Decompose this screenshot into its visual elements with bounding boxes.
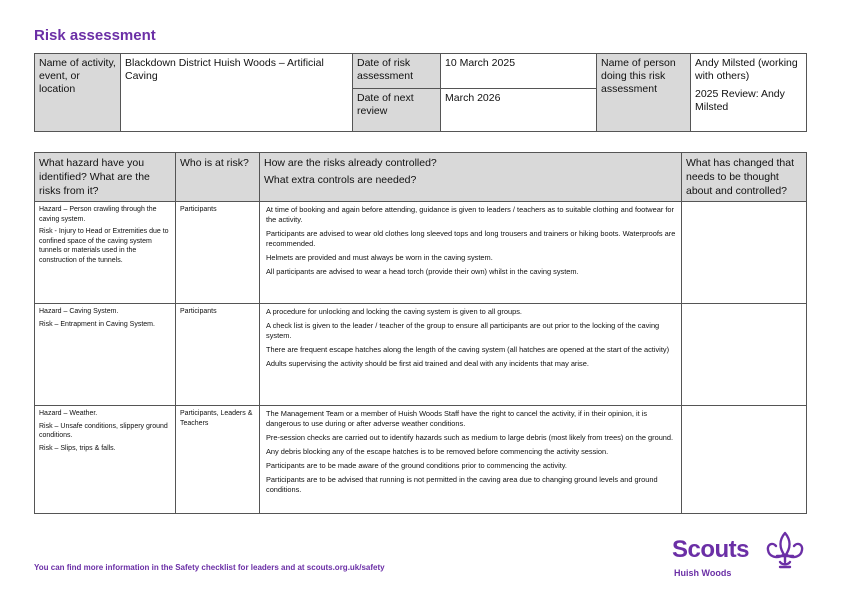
control-item: All participants are advised to wear a head torch (provide their own) whilst in the caving system.	[266, 267, 579, 276]
controls-cell	[260, 202, 682, 304]
hazard-cell	[35, 304, 176, 406]
hazard-text: Hazard – Person crawling through the caving system.	[39, 206, 157, 223]
control-item: There are frequent escape hatches along the length of the caving system (all hatches are opened at the start of the activity)	[266, 345, 670, 354]
changed-cell	[682, 406, 807, 514]
who-cell: Participants	[176, 202, 260, 304]
risk-table	[34, 152, 807, 514]
control-item: At time of booking and again before attending, guidance is given to leaders / teachers as to suitable clothing and footwear for the activity.	[266, 205, 674, 224]
person-label: Name of person doing this risk assessment	[597, 54, 691, 132]
who-cell: Participants, Leaders & Teachers	[176, 406, 260, 514]
risk-table-header	[35, 153, 807, 202]
control-item: A check list is given to the leader / teacher of the group to ensure all participants are out prior to the locking of the caving system.	[266, 321, 660, 340]
date-value: 10 March 2025	[441, 54, 597, 89]
hazard-cell	[35, 406, 176, 514]
logo-word: Scouts	[672, 536, 750, 563]
control-item: Pre-session checks are carried out to identify hazards such as medium to large debris (most likely from trees) on the ground.	[266, 433, 674, 442]
who-cell: Participants	[176, 304, 260, 406]
changed-cell	[682, 304, 807, 406]
header-controls	[260, 153, 682, 202]
risk-text: Risk – Entrapment in Caving System.	[39, 320, 155, 328]
hazard-text: Hazard – Weather.	[39, 410, 98, 417]
footer-text: You can find more information in the Safety checklist for leaders and at scouts.org.uk/safety	[34, 563, 385, 572]
controls-cell	[260, 304, 682, 406]
header-hazard: What hazard have you identified? What are the risks from it?	[35, 153, 176, 202]
header-changed: What has changed that needs to be thought about and controlled?	[682, 153, 807, 202]
changed-cell	[682, 202, 807, 304]
control-item: Adults supervising the activity should be first aid trained and deal with any incidents that may arise.	[266, 359, 589, 368]
header-who: Who is at risk?	[176, 153, 260, 202]
hazard-text: Hazard – Caving System.	[39, 308, 119, 315]
table-row	[35, 304, 807, 406]
control-item: Participants are to be advised that running is not permitted in the caving area due to changing ground levels and ground conditions.	[266, 475, 658, 494]
review-note: 2025 Review: Andy Milsted	[695, 88, 785, 113]
date-label: Date of risk assessment	[353, 54, 441, 89]
table-row	[35, 406, 807, 514]
control-item: Participants are advised to wear old clothes long sleeved tops and long trousers and trainers or hiking boots. Waterproofs are recommended.	[266, 229, 676, 248]
header-controls-line-2: What extra controls are needed?	[264, 174, 417, 186]
control-item: Participants are to be made aware of the ground conditions prior to commencing the activity.	[266, 461, 567, 470]
control-item: The Management Team or a member of Huish Woods Staff have the right to cancel the activity, if in their opinion, it is dangerous to use during or after adverse weather conditions.	[266, 409, 648, 428]
next-review-label: Date of next review	[353, 89, 441, 132]
logo-subtitle: Huish Woods	[674, 568, 732, 578]
risk-text: Risk – Unsafe conditions, slippery ground conditions.	[39, 422, 168, 439]
scouts-logo	[672, 530, 812, 582]
risk-text: Risk - Injury to Head or Extremities due to confined space of the caving system tunnels or materials used in the construction of the tunnels.	[39, 228, 169, 264]
next-review-value: March 2026	[441, 89, 597, 132]
assessment-info-table	[34, 53, 807, 132]
controls-cell	[260, 406, 682, 514]
table-row	[35, 202, 807, 304]
page-title: Risk assessment	[34, 27, 156, 44]
activity-label: Name of activity, event, or location	[35, 54, 121, 132]
person-cell	[691, 54, 807, 132]
control-item: Any debris blocking any of the escape hatches is to be removed before commencing the activity session.	[266, 447, 609, 456]
hazard-cell	[35, 202, 176, 304]
control-item: A procedure for unlocking and locking the caving system is given to all groups.	[266, 307, 522, 316]
person-value: Andy Milsted (working with others)	[695, 57, 798, 82]
control-item: Helmets are provided and must always be worn in the caving system.	[266, 253, 493, 262]
header-controls-line-1: How are the risks already controlled?	[264, 157, 437, 169]
risk-text: Risk – Slips, trips & falls.	[39, 444, 116, 452]
activity-value: Blackdown District Huish Woods – Artificial Caving	[121, 54, 353, 132]
fleur-de-lis-icon	[764, 530, 806, 572]
